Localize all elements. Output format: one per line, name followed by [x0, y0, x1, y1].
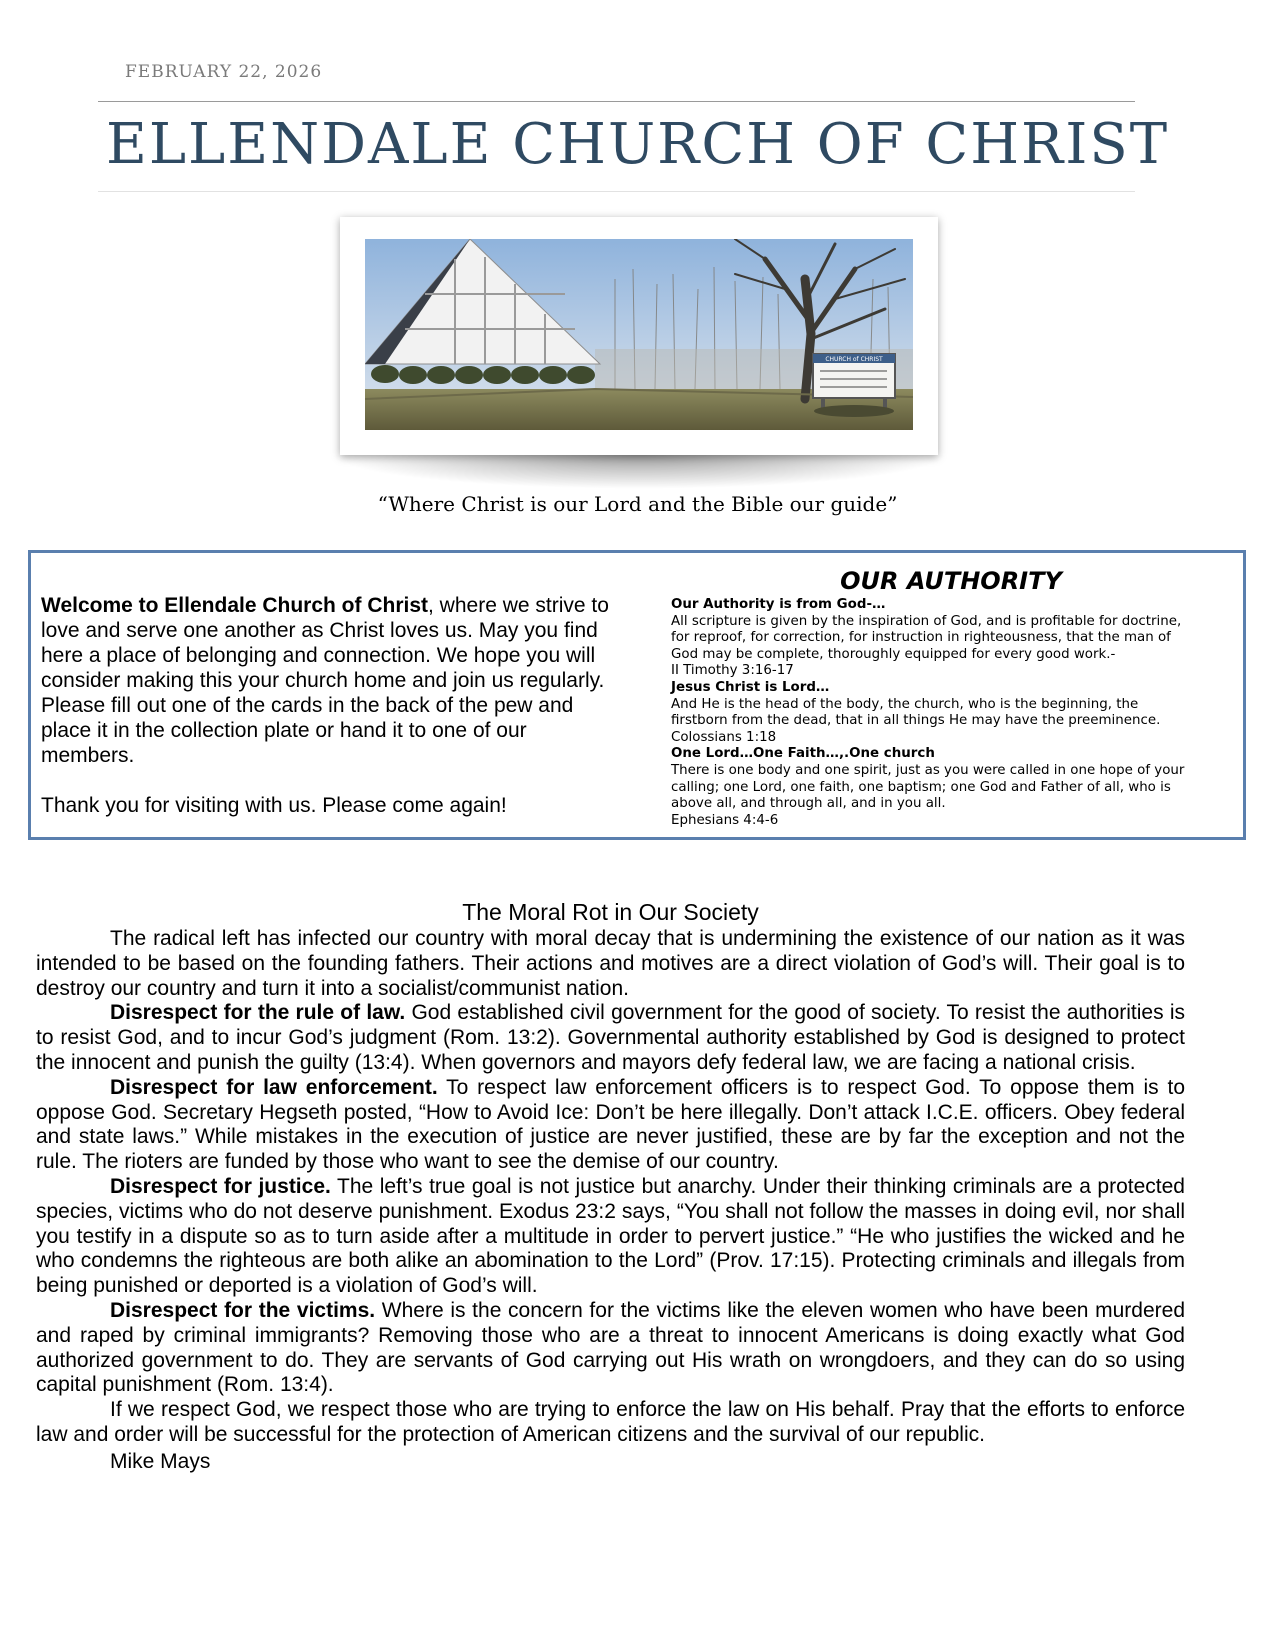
- authority-line: All scripture is given by the inspiration of God, and is profitable for doctrine,: [671, 613, 1182, 629]
- authority-line: God may be complete, thoroughly equipped for every good work.-: [671, 646, 1116, 662]
- section-heading: Disrespect for the victims.: [110, 1298, 376, 1322]
- authority-line: Our Authority is from God-…: [671, 597, 886, 612]
- church-building-illustration: [365, 239, 913, 430]
- header-top-rule: [98, 101, 1135, 102]
- authority-line: calling; one Lord, one faith, one baptism; one God and Father of all, who is: [671, 779, 1171, 795]
- article-signature: Mike Mays: [110, 1449, 211, 1473]
- section-text: Where is the concern for the victims like the eleven women who have been murdered and raped by criminal immigrants? Removing those who are a threat to innocent Americans is doing exactly what God authorized government to do. They are servants of God carrying out His wrath on wrongdoers, and they can do so using capital punishment (Rom. 13:4).: [36, 1298, 1185, 1397]
- church-photo: [365, 239, 913, 430]
- welcome-message: [41, 593, 611, 818]
- church-photo-frame: [340, 217, 938, 455]
- newsletter-date: FEBRUARY 22, 2026: [125, 62, 323, 82]
- our-authority-section: [671, 567, 1231, 829]
- church-title: ELLENDALE CHURCH OF CHRIST: [105, 112, 1170, 177]
- authority-line: And He is the head of the body, the church, who is the beginning, the: [671, 696, 1139, 712]
- welcome-lead: Welcome to Ellendale Church of Christ: [41, 594, 429, 617]
- welcome-body: , where we strive to love and serve one another as Christ loves us. May you find here a place of belonging and connection. We hope you will consider making this your church home and join us regularly. Please fill out one of the cards in the back of the pew and place it in the collection plate or hand it to one of our members.: [41, 594, 609, 767]
- authority-line: II Timothy 3:16-17: [671, 663, 794, 679]
- tagline: “Where Christ is our Lord and the Bible our guide”: [377, 492, 898, 516]
- welcome-thanks: Thank you for visiting with us. Please come again!: [41, 794, 507, 817]
- section-text: To respect law enforcement officers is to respect God. To oppose them is to oppose God. Secretary Hegseth posted, “How to Avoid Ice: Don’t be here illegally. Don’t attack I.C.E. officers. Obey federal and state laws.” While mistakes in the execution of justice are never justified, these are by far the exception and not the rule. The rioters are funded by those who want to see the demise of our country.: [36, 1075, 1185, 1174]
- info-box: [28, 550, 1246, 840]
- authority-line: for reproof, for correction, for instruction in righteousness, that the man of: [671, 630, 1171, 646]
- photo-shadow: [330, 455, 948, 489]
- article-section: [36, 1175, 1185, 1299]
- photo-sign-text: CHURCH of CHRIST: [825, 356, 883, 363]
- authority-line: One Lord…One Faith…,.One church: [671, 746, 935, 762]
- authority-line: Colossians 1:18: [671, 729, 777, 745]
- article-section: [36, 1001, 1185, 1075]
- article-section: [36, 1299, 1185, 1398]
- authority-line: above all, and through all, and in you all.: [671, 796, 946, 812]
- section-text: God established civil government for the good of society. To resist the authorities is to resist God, and to incur God’s judgment (Rom. 13:2). Governmental authority established by God is designed to protect the innocent and punish the guilty (13:4). When governors and mayors defy federal law, we are facing a national crisis.: [36, 1001, 1186, 1074]
- article-closing: If we respect God, we respect those who are trying to enforce the law on His behalf. Pray that the efforts to enforce law and order will be successful for the protection of American citizens and the survival of our republic.: [36, 1398, 1185, 1446]
- section-heading: Disrespect for justice.: [110, 1174, 331, 1198]
- section-text: The left’s true goal is not justice but anarchy. Under their thinking criminals are a protected species, victims who do not deserve punishment. Exodus 23:2 says, “You shall not follow the masses in doing evil, nor shall you testify in a dispute so as to turn aside after a multitude in order to pervert justice.” “He who justifies the wicked and he who condemns the righteous are both alike an abomination to the Lord” (Prov. 17:15). Protecting criminals and illegals from being punished or deported is a violation of God’s will.: [36, 1174, 1185, 1298]
- authority-line: There is one body and one spirit, just as you were called in one hope of your: [671, 762, 1185, 778]
- article-section: [36, 1076, 1185, 1175]
- article-intro: The radical left has infected our country with moral decay that is undermining the existence of our nation as it was intended to be based on the founding fathers. Their actions and motives are a direct violation of God’s will. Their goal is to destroy our country and turn it into a socialist/communist nation.: [36, 927, 1185, 1000]
- authority-line: Jesus Christ is Lord…: [671, 679, 830, 695]
- our-authority-heading: OUR AUTHORITY: [840, 567, 1062, 595]
- header-bottom-rule: [98, 191, 1135, 192]
- article: [36, 897, 1185, 1475]
- authority-line: firstborn from the dead, that in all things He may have the preeminence.: [671, 713, 1161, 729]
- section-heading: Disrespect for the rule of law.: [110, 1001, 406, 1025]
- authority-line: Ephesians 4:4-6: [671, 812, 779, 828]
- article-title: The Moral Rot in Our Society: [462, 899, 759, 925]
- section-heading: Disrespect for law enforcement.: [110, 1075, 438, 1099]
- welcome-paragraph: [41, 593, 611, 768]
